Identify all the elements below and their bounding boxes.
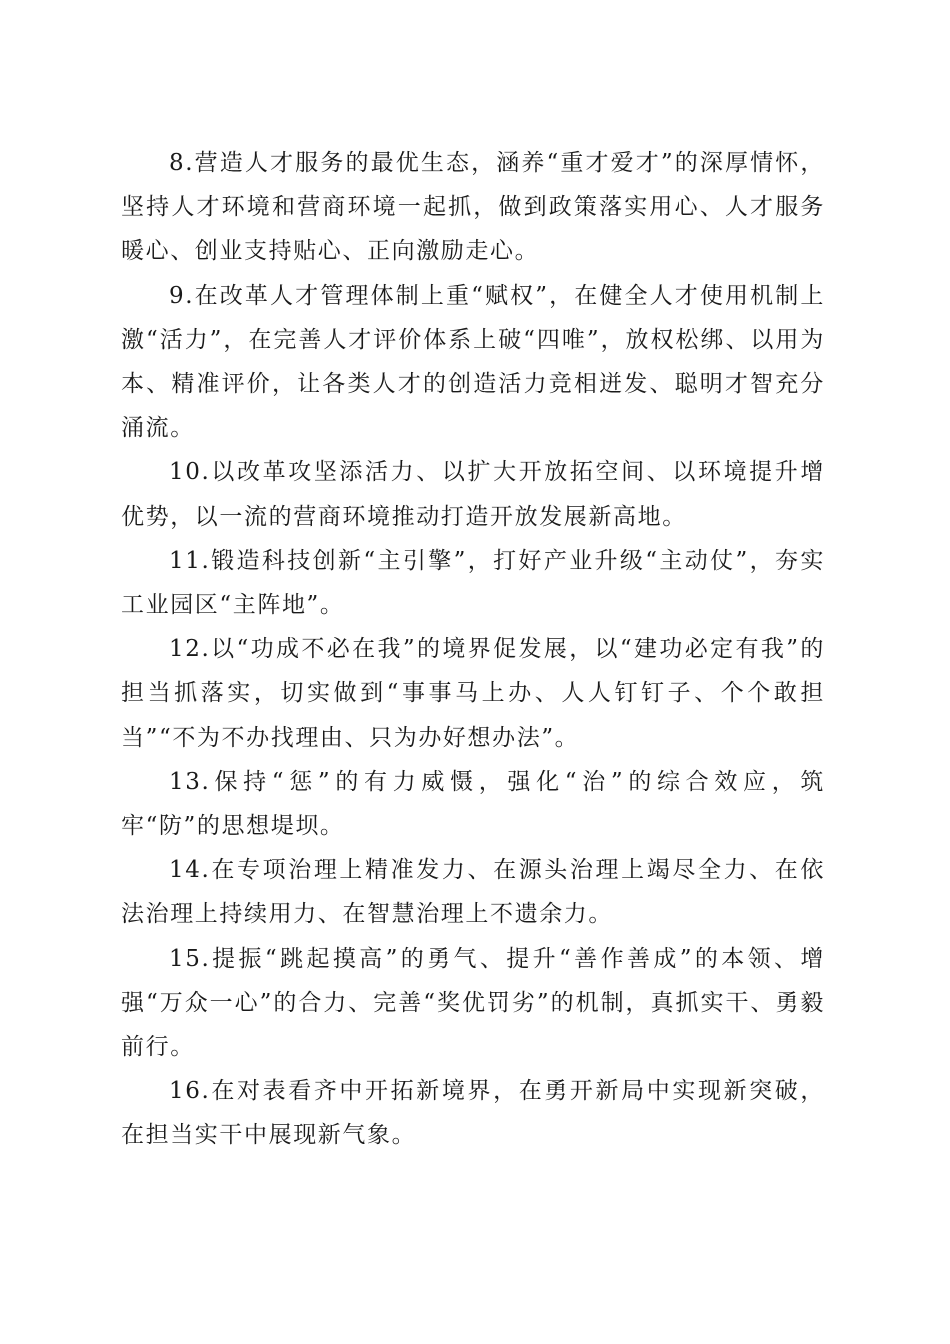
paragraph-11: 11.锻造科技创新“主引擎”，打好产业升级“主动仗”，夯实工业园区“主阵地”。 [121, 547, 825, 619]
paragraph-15: 15.提振“跳起摸高”的勇气、提升“善作善成”的本领、增强“万众一心”的合力、完善“奖优罚劣”的机制，真抓实干、勇毅前行。 [121, 945, 825, 1061]
paragraph-12: 12.以“功成不必在我”的境界促发展，以“建功必定有我”的担当抓落实，切实做到“事事马上办、人人钉钉子、个个敢担当”“不为不办找理由、只为办好想办法”。 [121, 636, 825, 751]
paragraph-16: 16.在对表看齐中开拓新境界，在勇开新局中实现新突破，在担当实干中展现新气象。 [121, 1078, 825, 1149]
paragraph-13: 13.保持“惩”的有力威慑，强化“治”的综合效应，筑牢“防”的思想堤坝。 [121, 768, 825, 840]
paragraph-10: 10.以改革攻坚添活力、以扩大开放拓空间、以环境提升增优势，以一流的营商环境推动打造开放发展新高地。 [121, 459, 825, 530]
document-body [121, 141, 825, 1158]
paragraph-9: 9.在改革人才管理体制上重“赋权”，在健全人才使用机制上激“活力”，在完善人才评价体系上破“四唯”，放权松绑、以用为本、精准评价，让各类人才的创造活力竞相迸发、聪明才智充分涌流。 [121, 282, 825, 442]
paragraph-14: 14.在专项治理上精准发力、在源头治理上竭尽全力、在依法治理上持续用力、在智慧治理上不遗余力。 [121, 857, 825, 928]
paragraph-8: 8.营造人才服务的最优生态，涵养“重才爱才”的深厚情怀，坚持人才环境和营商环境一起抓，做到政策落实用心、人才服务暖心、创业支持贴心、正向激励走心。 [121, 150, 825, 265]
